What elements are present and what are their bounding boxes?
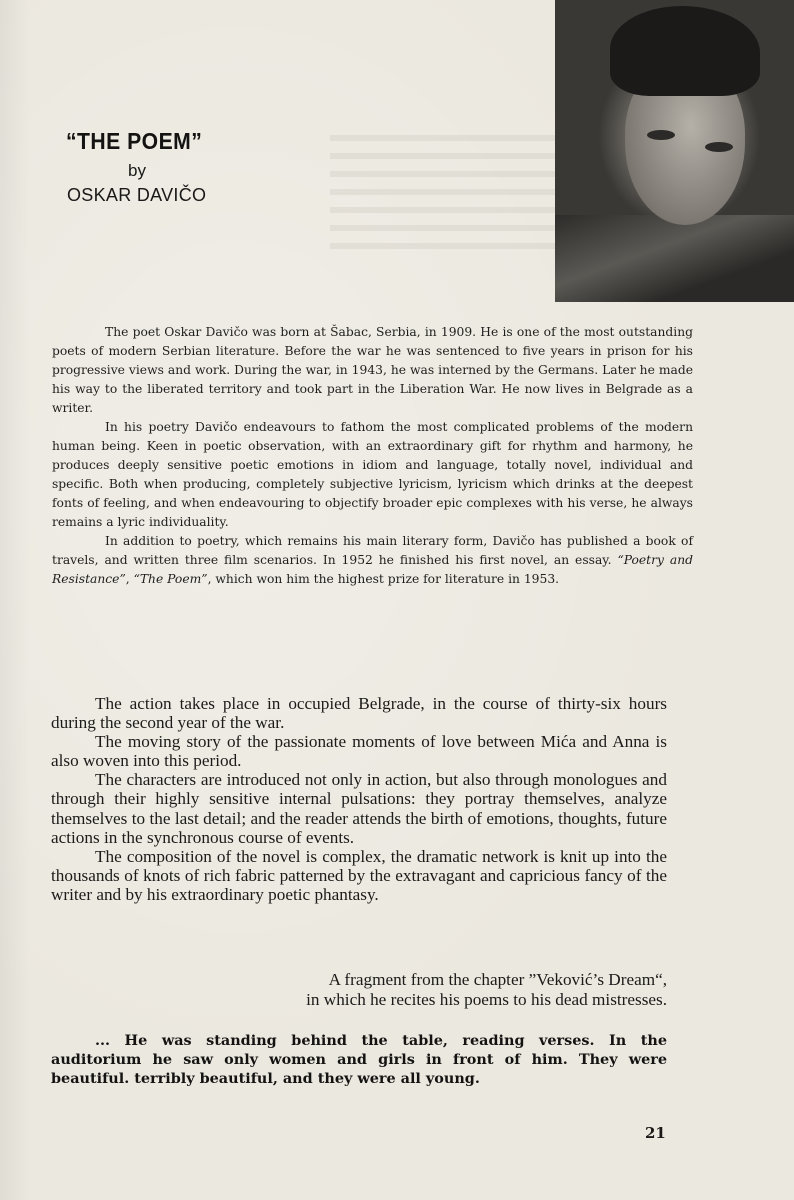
synopsis-paragraph: The composition of the novel is complex, the dramatic network is knit up into the thousands of knots of rich fabric patterned by the extravagant and capricious fancy of the writer and by his extraordinary poetic phantasy. (51, 846, 667, 904)
fragment-intro-line: in which he recites his poems to his dead mistresses. (306, 989, 667, 1009)
separator: , (125, 572, 134, 586)
excerpt-paragraph: ... He was standing behind the table, reading verses. In the auditorium he saw only women and girls in front of him. They were beautiful. terribly beautiful, and they were all young. (51, 1032, 667, 1087)
work-title: “The Poem” (133, 572, 208, 586)
portrait-collar (555, 215, 794, 302)
fragment-intro-line: A fragment from the chapter ”Veković’s Dream“, (328, 970, 667, 989)
fragment-introduction (120, 970, 667, 1009)
bio-paragraph (52, 532, 693, 589)
bio-text: In addition to poetry, which remains his main literary form, Davičo has published a book of travels, and written three film scenarios. In 1952 he finished his first novel, an essay. (52, 534, 693, 567)
byline-by: by (128, 161, 146, 180)
bio-paragraph: In his poetry Davičo endeavours to fathom the most complicated problems of the modern human being. Keen in poetic observation, with an extraordinary gift for rhythm and harmony, he produces deeply sensitive poetic emotions in idiom and language, totally novel, individual and specific. Both when producing, completely subjective lyricism, lyricism which drinks at the deepest fonts of feeling, and when endeavouring to objectify broader epic complexes with his verse, he always remains a lyric individuality. (52, 420, 693, 529)
page-number: 21 (645, 1124, 666, 1142)
work-title: “Poetry and Resistance” (52, 553, 693, 586)
portrait-eye (647, 130, 675, 140)
title-block (66, 128, 214, 206)
page-title: “THE POEM” (66, 128, 203, 154)
synopsis-paragraph: The characters are introduced not only in action, but also through monologues and through their highly sensitive internal pulsations: they portray themselves, analyze themselves to the last detail; and the reader attends the birth of emotions, thoughts, future actions in the synchronous course of events. (51, 770, 667, 847)
portrait-hair (610, 6, 760, 96)
novel-excerpt (51, 1031, 667, 1088)
author-biography (52, 323, 693, 589)
bio-paragraph: The poet Oskar Davičo was born at Šabac, Serbia, in 1909. He is one of the most outstanding poets of modern Serbian literature. Before the war he was sentenced to five years in prison for his progressive views and work. During the war, in 1943, he was interned by the Germans. Later he made his way to the liberated territory and took part in the Liberation War. He now lives in Belgrade as a writer. (52, 325, 693, 415)
novel-synopsis (51, 694, 667, 904)
bio-text: , which won him the highest prize for literature in 1953. (207, 572, 560, 586)
author-name: OSKAR DAVIČO (67, 185, 207, 205)
author-portrait-photo (555, 0, 794, 302)
show-through-text (330, 135, 560, 255)
synopsis-paragraph: The moving story of the passionate moments of love between Mića and Anna is also woven into this period. (51, 732, 667, 771)
portrait-eye (705, 142, 733, 152)
synopsis-paragraph: The action takes place in occupied Belgrade, in the course of thirty-six hours during the second year of the war. (51, 694, 667, 733)
